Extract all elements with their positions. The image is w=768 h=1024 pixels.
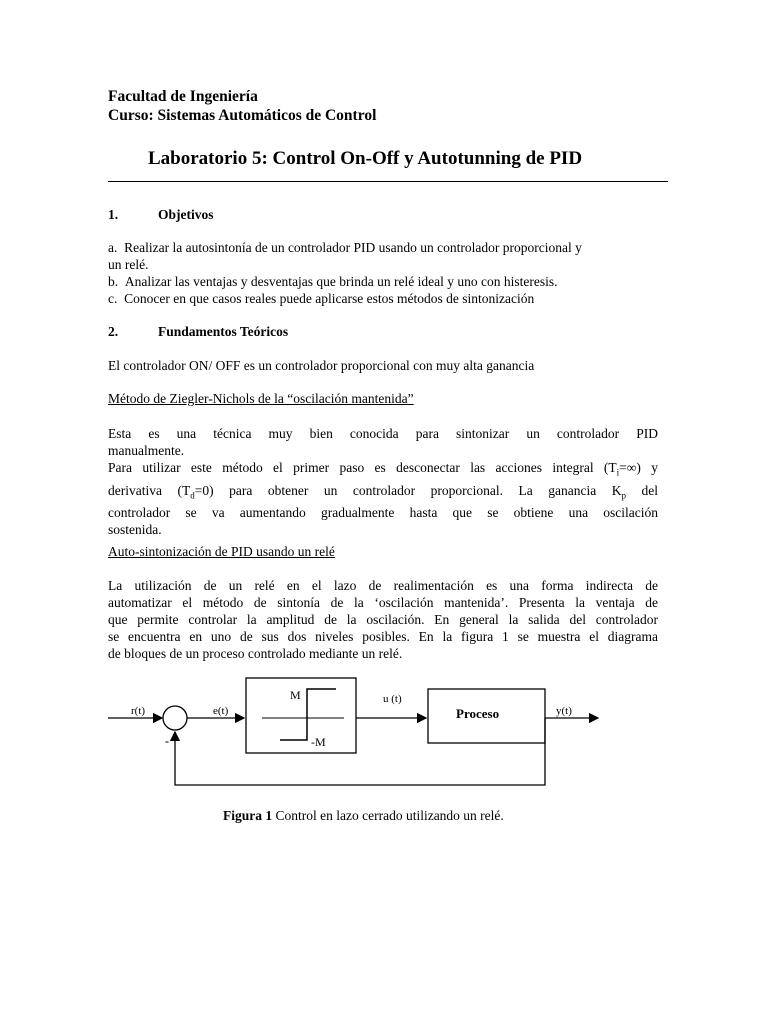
section-number: 2. — [108, 324, 119, 339]
relay-low-label: -M — [311, 735, 326, 749]
paragraph-line: automatizar el método de sintonía de la ‘oscilación mantenida’. Presenta la ventaja de — [108, 595, 658, 610]
paragraph-line: La utilización de un relé en el lazo de realimentación es una forma indirecta de — [108, 578, 658, 593]
relay-block — [246, 678, 356, 753]
section-title: Objetivos — [158, 207, 214, 222]
signal-r-label: r(t) — [131, 705, 146, 717]
caption-label: Figura 1 — [223, 808, 273, 823]
document-title: Laboratorio 5: Control On-Off y Autotunning de PID — [148, 148, 583, 169]
caption-text: Control en lazo cerrado utilizando un relé. — [272, 808, 504, 823]
list-item-text: Realizar la autosintonía de un controlador PID usando un controlador proporcional y — [124, 240, 582, 255]
signal-u-label: u (t) — [383, 693, 402, 705]
relay-autotuning-heading: Auto-sintonización de PID usando un relé — [108, 544, 335, 559]
list-marker: a. — [108, 240, 118, 255]
signal-e-label: e(t) — [213, 705, 229, 717]
list-item-text: Conocer en que casos reales puede aplicarse estos métodos de sintonización — [124, 291, 535, 306]
objective-item-a-continuation: un relé. — [108, 257, 149, 272]
paragraph-line: que permite controlar la amplitud de la oscilación. En general la salida del controlador — [108, 612, 658, 627]
minus-sign: - — [165, 734, 169, 748]
course-header: Curso: Sistemas Automáticos de Control — [108, 107, 377, 124]
section-number: 1. — [108, 207, 119, 222]
paragraph-line: controlador se va aumentando gradualmente hasta que se obtiene una oscilación — [108, 505, 658, 521]
zn-method-heading: Método de Ziegler-Nichols de la “oscilación mantenida” — [108, 391, 414, 406]
paragraph-line: manualmente. — [108, 443, 185, 458]
theory-intro: El controlador ON/ OFF es un controlador proporcional con muy alta ganancia — [108, 358, 535, 373]
relay-high-label: M — [290, 688, 301, 702]
section-title: Fundamentos Teóricos — [158, 324, 289, 339]
list-marker: b. — [108, 274, 119, 289]
paragraph-line: de bloques de un proceso controlado mediante un relé. — [108, 646, 403, 661]
faculty-header: Facultad de Ingeniería — [108, 88, 258, 105]
process-label: Proceso — [456, 706, 500, 721]
paragraph-line: Esta es una técnica muy bien conocida para sintonizar un controlador PID — [108, 426, 658, 441]
list-marker: c. — [108, 291, 118, 306]
list-item-text: Analizar las ventajas y desventajas que brinda un relé ideal y uno con histeresis. — [124, 274, 558, 289]
paragraph-line: se encuentra en uno de sus dos niveles posibles. En la figura 1 se muestra el diagrama — [108, 629, 658, 644]
figure-caption — [223, 808, 504, 824]
paragraph-line: derivativa $(T_d=0)$ para obtener un controlador proporcional. La ganancia $K_p$ del — [108, 482, 658, 501]
summing-junction — [163, 706, 187, 730]
paragraph-line: sostenida. — [108, 522, 162, 538]
signal-y-label: y(t) — [556, 705, 572, 717]
paragraph-line: Para utilizar este método el primer paso es desconectar las acciones integral $(T_i=\infty)$ y — [108, 460, 658, 478]
